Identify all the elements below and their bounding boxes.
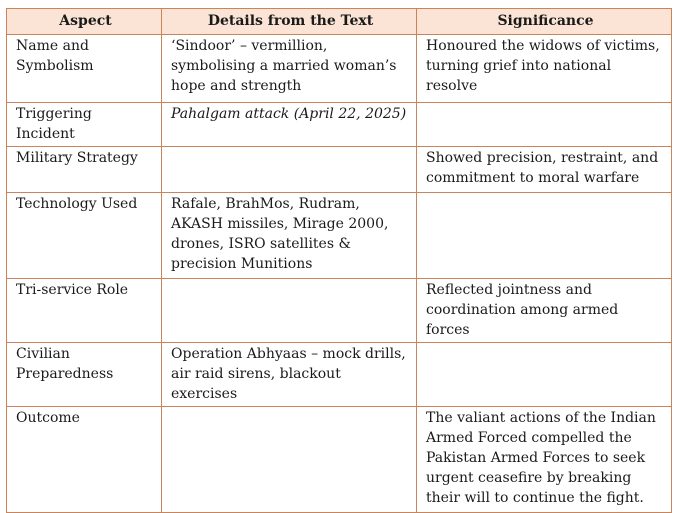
header-aspect: Aspect [7, 9, 162, 35]
table-row [7, 193, 672, 279]
table-row [7, 407, 672, 513]
header-significance: Significance [417, 9, 672, 35]
significance-cell: Reflected jointness and coordination among armed forces [417, 279, 672, 343]
details-cell: ‘Sindoor’ – vermillion, symbolising a married woman’s hope and strength [162, 35, 417, 103]
aspect-cell: Name and Symbolism [7, 35, 162, 103]
aspect-cell: Tri-service Role [7, 279, 162, 343]
significance-cell [417, 103, 672, 147]
aspect-cell: Civilian Preparedness [7, 343, 162, 407]
details-cell [162, 407, 417, 513]
aspect-cell: Triggering Incident [7, 103, 162, 147]
significance-cell: Honoured the widows of victims, turning grief into national resolve [417, 35, 672, 103]
aspect-cell: Outcome [7, 407, 162, 513]
aspect-cell: Technology Used [7, 193, 162, 279]
details-cell: Pahalgam attack (April 22, 2025) [162, 103, 417, 147]
header-details: Details from the Text [162, 9, 417, 35]
significance-cell: The valiant actions of the Indian Armed Forced compelled the Pakistan Armed Forces to seek urgent ceasefire by breaking their will to continue the fight. [417, 407, 672, 513]
significance-cell [417, 193, 672, 279]
table-row [7, 343, 672, 407]
details-cell [162, 279, 417, 343]
table-row [7, 103, 672, 147]
table-row [7, 35, 672, 103]
details-cell [162, 147, 417, 193]
significance-cell: Showed precision, restraint, and commitment to moral warfare [417, 147, 672, 193]
header-row [7, 9, 672, 35]
operation-sindoor-table [6, 8, 672, 513]
details-cell: Operation Abhyaas – mock drills, air raid sirens, blackout exercises [162, 343, 417, 407]
aspect-cell: Military Strategy [7, 147, 162, 193]
details-cell: Rafale, BrahMos, Rudram, AKASH missiles, Mirage 2000, drones, ISRO satellites & precision Munitions [162, 193, 417, 279]
table-row [7, 279, 672, 343]
table-row [7, 147, 672, 193]
significance-cell [417, 343, 672, 407]
